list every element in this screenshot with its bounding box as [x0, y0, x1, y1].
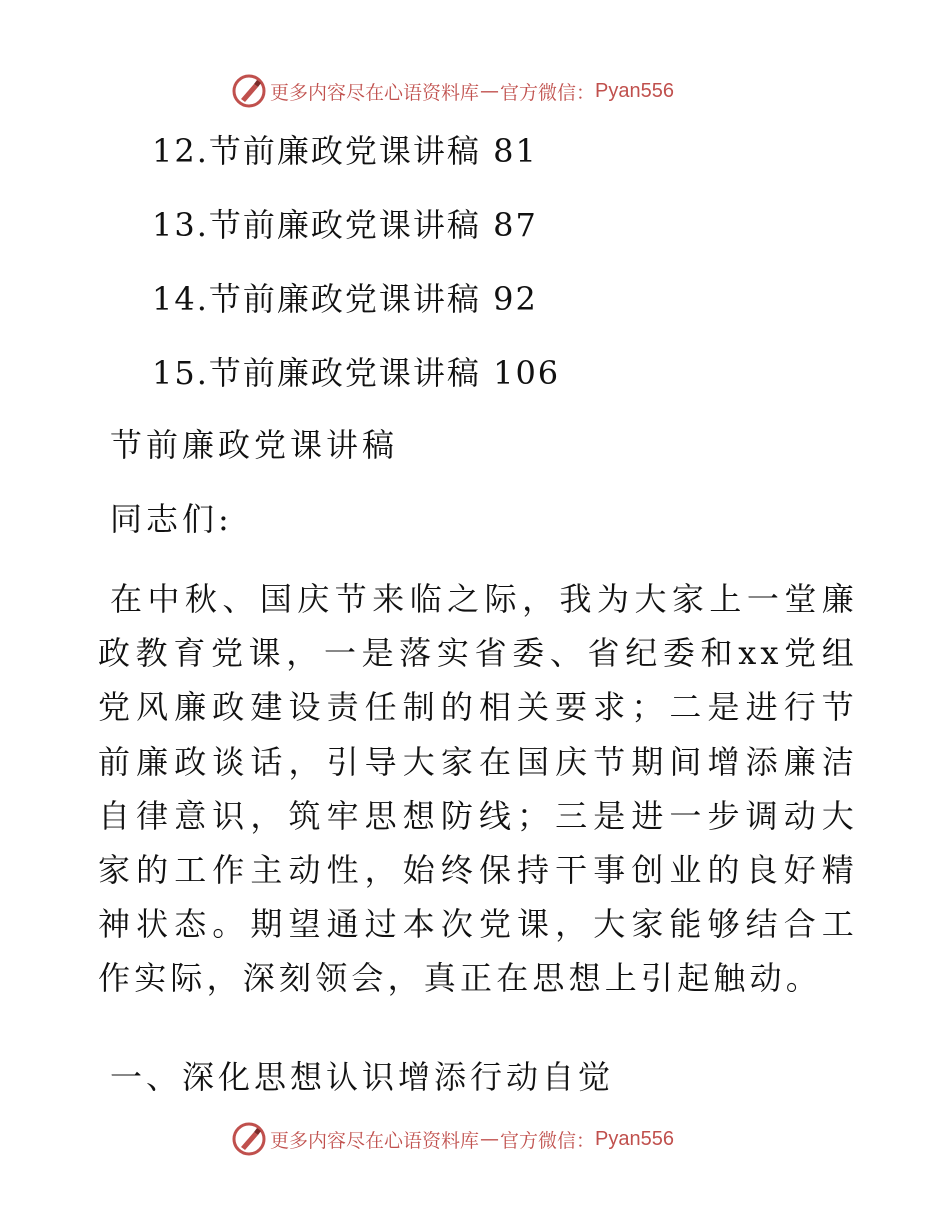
watermark-wechat-label: 官方微信： — [500, 1129, 596, 1152]
toc-item — [152, 274, 538, 320]
toc-item-page: 92 — [493, 280, 538, 318]
pen-logo-icon — [232, 74, 266, 108]
watermark-wechat-label: 官方微信： — [500, 81, 596, 104]
toc-item-number: 15. — [152, 354, 209, 392]
toc-item-number: 13. — [152, 206, 209, 244]
paragraph-text: 在中秋、国庆节来临之际，我为大家上一堂廉政教育党课，一是落实省委、省纪委和xx党组党风廉政建设责任制的相关要求；二是进行节前廉政谈话，引导大家在国庆节期间增添廉洁自律意识，筑牢思想防线；三是进一步调动大家的工作主动性，始终保持干事创业的良好精神状态。期望通过本次党课，大家能够结合工作实际，深刻领会，真正在思想上引起触动。 — [98, 580, 858, 998]
watermark-dash: — — [480, 80, 500, 102]
toc-item — [152, 348, 560, 394]
watermark-dash: — — [480, 1128, 500, 1150]
watermark-text: 更多内容尽在心语资料库 — [270, 81, 480, 104]
watermark-text: 更多内容尽在心语资料库 — [270, 1129, 480, 1152]
toc-item-title: 节前廉政党课讲稿 — [208, 206, 481, 244]
toc-item-title: 节前廉政党课讲稿 — [208, 280, 481, 318]
footer-watermark — [232, 1122, 674, 1156]
toc-item-page: 87 — [493, 206, 538, 244]
salutation: 同志们: — [110, 500, 233, 538]
toc-item-page: 81 — [493, 132, 538, 170]
section-heading: 一、深化思想认识增添行动自觉 — [110, 1058, 615, 1096]
watermark-wechat-id: Pyan556 — [595, 79, 674, 102]
body-paragraph — [98, 572, 858, 1006]
watermark-wechat-id: Pyan556 — [595, 1127, 674, 1150]
toc-item-title: 节前廉政党课讲稿 — [208, 354, 481, 392]
toc-item-number: 14. — [152, 280, 209, 318]
pen-logo-icon — [232, 1122, 266, 1156]
document-title: 节前廉政党课讲稿 — [110, 426, 399, 464]
toc-item-title: 节前廉政党课讲稿 — [208, 132, 481, 170]
toc-item — [152, 126, 538, 172]
toc-item — [152, 200, 538, 246]
toc-item-number: 12. — [152, 132, 209, 170]
header-watermark — [232, 74, 674, 108]
toc-item-page: 106 — [493, 354, 561, 392]
